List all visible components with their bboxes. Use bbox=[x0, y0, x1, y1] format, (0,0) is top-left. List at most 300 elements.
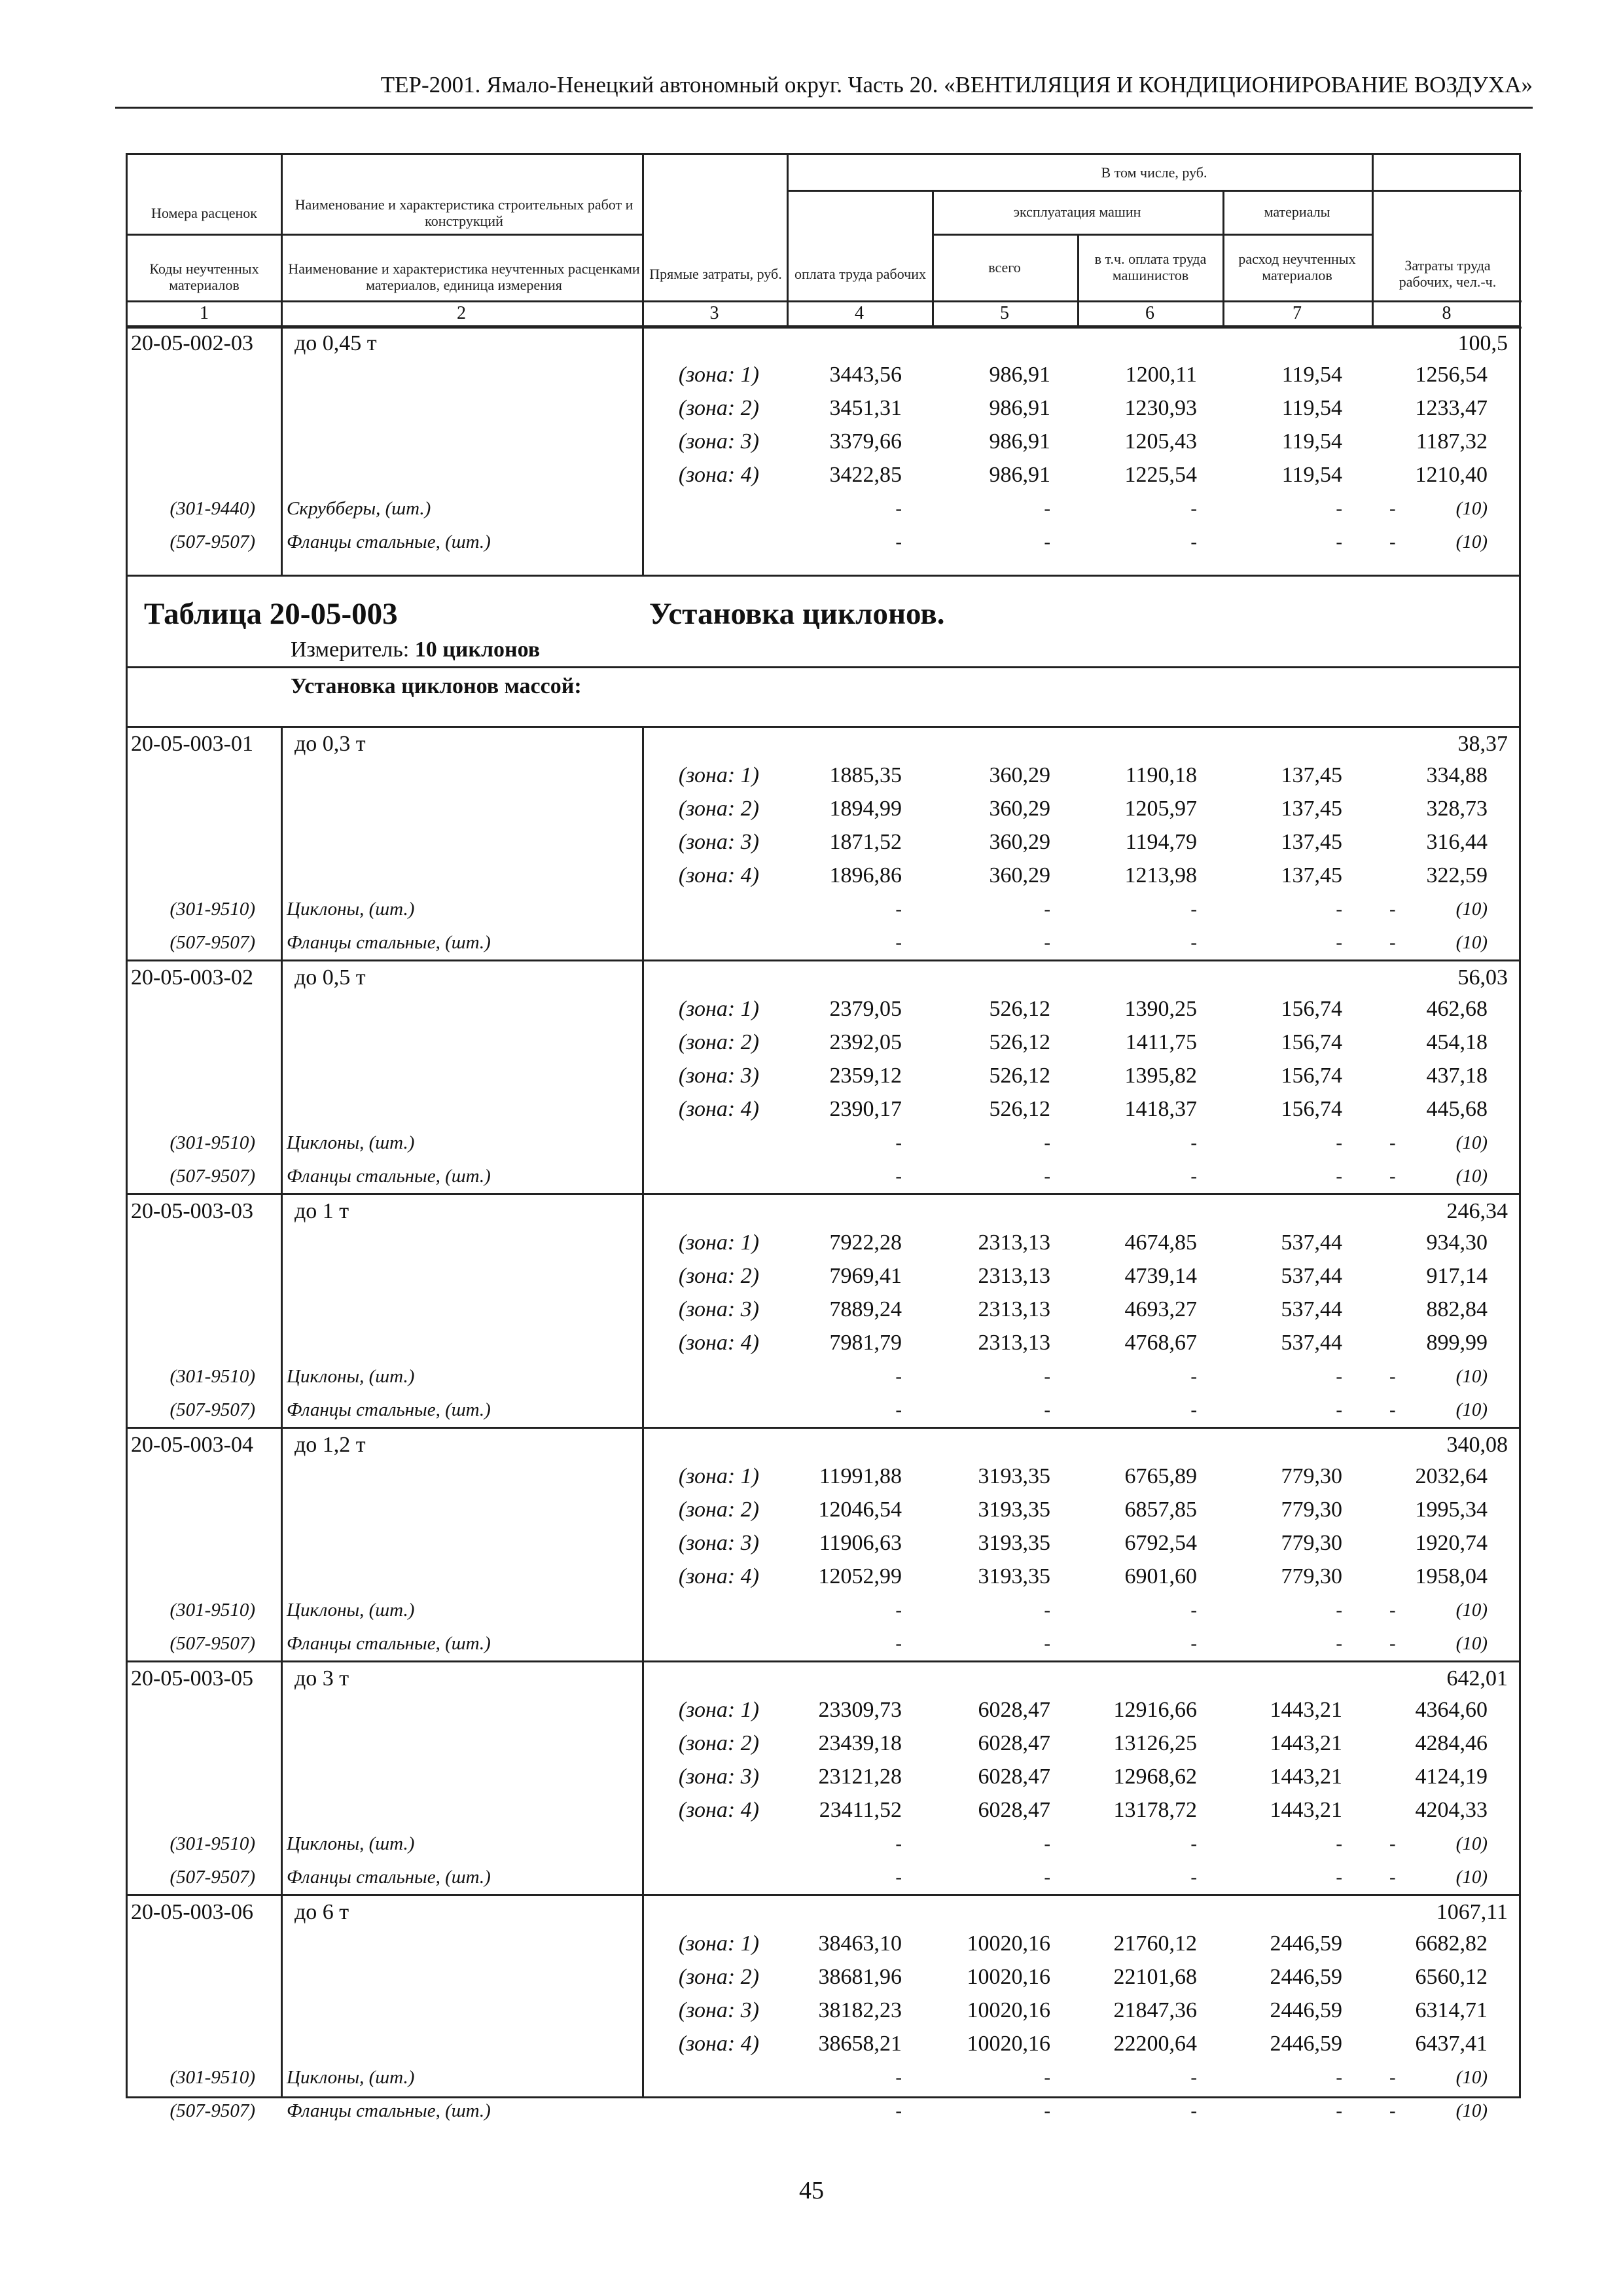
wages: 10020,16 bbox=[967, 2032, 1050, 2056]
rate-code: 20-05-003-06 bbox=[131, 1900, 253, 1924]
material-code: (507-9507) bbox=[169, 1399, 255, 1420]
material-name: Циклоны, (шт.) bbox=[287, 1366, 415, 1387]
dash: - bbox=[1190, 2100, 1197, 2121]
dash: - bbox=[1044, 2100, 1050, 2121]
material-row bbox=[126, 526, 1521, 559]
material-name: Фланцы стальные, (шт.) bbox=[287, 1399, 491, 1420]
machines-drivers: 156,74 bbox=[1281, 1030, 1342, 1054]
direct-costs: 38463,10 bbox=[818, 1931, 902, 1956]
material-qty: (10) bbox=[1455, 1600, 1488, 1621]
wages: 2313,13 bbox=[978, 1331, 1050, 1355]
material-qty: (10) bbox=[1455, 1833, 1488, 1854]
dash: - bbox=[895, 1867, 902, 1888]
machines-total: 4739,14 bbox=[1124, 1264, 1197, 1288]
material-row bbox=[126, 1861, 1521, 1894]
zone-label: (зона: 1) bbox=[678, 363, 759, 387]
machines-total: 1194,79 bbox=[1125, 830, 1197, 854]
machines-total: 1411,75 bbox=[1125, 1030, 1197, 1054]
material-qty: (10) bbox=[1455, 1633, 1488, 1654]
zone-row bbox=[126, 1260, 1521, 1293]
dash: - bbox=[1336, 1132, 1342, 1153]
zone-label: (зона: 3) bbox=[678, 1765, 759, 1789]
table-title: Установка циклонов. bbox=[649, 597, 945, 631]
machines-total: 21760,12 bbox=[1113, 1931, 1197, 1956]
machines-drivers: 119,54 bbox=[1281, 429, 1342, 454]
zone-label: (зона: 1) bbox=[678, 1230, 759, 1255]
wages: 10020,16 bbox=[967, 1931, 1050, 1956]
material-qty: (10) bbox=[1455, 1867, 1488, 1888]
dash: - bbox=[895, 531, 902, 552]
machines-drivers: 137,45 bbox=[1281, 763, 1342, 787]
dash: - bbox=[1336, 531, 1342, 552]
zone-row bbox=[126, 1727, 1521, 1761]
material-name: Фланцы стальные, (шт.) bbox=[287, 1166, 491, 1187]
dash: - bbox=[1336, 1867, 1342, 1888]
wages: 2313,13 bbox=[978, 1230, 1050, 1255]
materials-cost: 4124,19 bbox=[1415, 1765, 1488, 1789]
dash: - bbox=[1044, 498, 1050, 519]
zone-label: (зона: 3) bbox=[678, 429, 759, 454]
wages: 6028,47 bbox=[978, 1698, 1050, 1722]
labor-cost: 246,34 bbox=[1446, 1199, 1508, 1223]
dash: - bbox=[895, 2067, 902, 2088]
dash: - bbox=[1190, 932, 1197, 953]
materials-cost: 917,14 bbox=[1426, 1264, 1488, 1288]
direct-costs: 7969,41 bbox=[829, 1264, 902, 1288]
zone-row bbox=[126, 993, 1521, 1026]
machines-total: 4674,85 bbox=[1124, 1230, 1197, 1255]
material-qty: (10) bbox=[1455, 1132, 1488, 1153]
dash: - bbox=[895, 1600, 902, 1621]
rate-title-row bbox=[126, 1660, 1521, 1694]
wages: 2313,13 bbox=[978, 1264, 1050, 1288]
materials-cost: 1210,40 bbox=[1415, 463, 1488, 487]
direct-costs: 12046,54 bbox=[818, 1498, 902, 1522]
material-code: (301-9510) bbox=[169, 1833, 255, 1854]
materials-cost: 316,44 bbox=[1426, 830, 1488, 854]
materials-cost: 934,30 bbox=[1426, 1230, 1488, 1255]
material-code: (507-9507) bbox=[169, 932, 255, 953]
wages: 6028,47 bbox=[978, 1798, 1050, 1822]
machines-drivers: 156,74 bbox=[1281, 1064, 1342, 1088]
rate-code: 20-05-003-02 bbox=[131, 965, 253, 990]
wages: 10020,16 bbox=[967, 1965, 1050, 1989]
rate-title-row bbox=[126, 1427, 1521, 1460]
machines-drivers: 779,30 bbox=[1281, 1498, 1342, 1522]
dash: - bbox=[1044, 899, 1050, 920]
direct-costs: 2359,12 bbox=[829, 1064, 902, 1088]
machines-total: 22200,64 bbox=[1113, 2032, 1197, 2056]
dash: - bbox=[1336, 1399, 1342, 1420]
dash: - bbox=[1336, 2100, 1342, 2121]
dash: - bbox=[1389, 1399, 1396, 1420]
materials-cost: 1958,04 bbox=[1415, 1564, 1488, 1588]
zone-label: (зона: 4) bbox=[678, 2032, 759, 2056]
dash: - bbox=[1336, 1600, 1342, 1621]
material-row bbox=[126, 1627, 1521, 1660]
zone-row bbox=[126, 1293, 1521, 1327]
zone-row bbox=[126, 1494, 1521, 1527]
machines-total: 1200,11 bbox=[1125, 363, 1197, 387]
machines-total: 6765,89 bbox=[1124, 1464, 1197, 1488]
column-number: 3 bbox=[709, 303, 719, 323]
material-code: (507-9507) bbox=[169, 1867, 255, 1888]
direct-costs: 1871,52 bbox=[829, 830, 902, 854]
dash: - bbox=[1389, 1600, 1396, 1621]
dash: - bbox=[895, 1833, 902, 1854]
dash: - bbox=[1336, 498, 1342, 519]
zone-row bbox=[126, 459, 1521, 492]
zone-label: (зона: 4) bbox=[678, 463, 759, 487]
machines-total: 4768,67 bbox=[1124, 1331, 1197, 1355]
table-caption bbox=[126, 575, 1521, 726]
material-row bbox=[126, 492, 1521, 526]
rate-code: 20-05-002-03 bbox=[131, 331, 253, 355]
machines-total: 12968,62 bbox=[1113, 1765, 1197, 1789]
labor-cost: 1067,11 bbox=[1436, 1900, 1508, 1924]
machines-total: 1418,37 bbox=[1124, 1097, 1197, 1121]
rate-name: до 3 т bbox=[294, 1666, 349, 1691]
machines-drivers: 779,30 bbox=[1281, 1531, 1342, 1555]
zone-label: (зона: 3) bbox=[678, 1064, 759, 1088]
machines-drivers: 2446,59 bbox=[1270, 1931, 1342, 1956]
machines-total: 4693,27 bbox=[1124, 1297, 1197, 1321]
dash: - bbox=[895, 1633, 902, 1654]
direct-costs: 2392,05 bbox=[829, 1030, 902, 1054]
materials-cost: 328,73 bbox=[1426, 797, 1488, 821]
machines-drivers: 137,45 bbox=[1281, 863, 1342, 888]
zone-row bbox=[126, 1227, 1521, 1260]
header-including-group: В том числе, руб. bbox=[1101, 164, 1207, 181]
dash: - bbox=[1190, 498, 1197, 519]
material-qty: (10) bbox=[1455, 899, 1488, 920]
header-machines-drivers: в т.ч. оплата труда машинистов bbox=[1094, 251, 1207, 283]
rate-code: 20-05-003-01 bbox=[131, 732, 253, 756]
rate-name: до 0,5 т bbox=[294, 965, 366, 990]
dash: - bbox=[1190, 1166, 1197, 1187]
materials-cost: 437,18 bbox=[1426, 1064, 1488, 1088]
zone-row bbox=[126, 759, 1521, 793]
dash: - bbox=[895, 1132, 902, 1153]
dash: - bbox=[1044, 2067, 1050, 2088]
zone-row bbox=[126, 1994, 1521, 2028]
column-number: 2 bbox=[457, 303, 466, 323]
material-row bbox=[126, 1393, 1521, 1427]
machines-total: 6901,60 bbox=[1124, 1564, 1197, 1588]
zone-row bbox=[126, 2028, 1521, 2061]
materials-cost: 6682,82 bbox=[1415, 1931, 1488, 1956]
labor-cost: 340,08 bbox=[1446, 1433, 1508, 1457]
materials-cost: 1256,54 bbox=[1415, 363, 1488, 387]
wages: 986,91 bbox=[989, 429, 1050, 454]
materials-cost: 1995,34 bbox=[1415, 1498, 1488, 1522]
direct-costs: 23309,73 bbox=[818, 1698, 902, 1722]
materials-cost: 4364,60 bbox=[1415, 1698, 1488, 1722]
material-name: Циклоны, (шт.) bbox=[287, 1132, 415, 1153]
dash: - bbox=[1336, 1166, 1342, 1187]
dash: - bbox=[1044, 1833, 1050, 1854]
machines-total: 1225,54 bbox=[1124, 463, 1197, 487]
machines-drivers: 137,45 bbox=[1281, 830, 1342, 854]
dash: - bbox=[895, 899, 902, 920]
zone-row bbox=[126, 359, 1521, 392]
header-direct-costs: Прямые затраты, руб. bbox=[649, 265, 782, 282]
zone-label: (зона: 2) bbox=[678, 1264, 759, 1288]
rate-title-row bbox=[126, 325, 1521, 359]
material-name: Циклоны, (шт.) bbox=[287, 899, 415, 920]
wages: 10020,16 bbox=[967, 1998, 1050, 2022]
direct-costs: 3379,66 bbox=[829, 429, 902, 454]
zone-label: (зона: 4) bbox=[678, 1097, 759, 1121]
direct-costs: 12052,99 bbox=[818, 1564, 902, 1588]
material-name: Фланцы стальные, (шт.) bbox=[287, 1633, 491, 1654]
machines-drivers: 537,44 bbox=[1281, 1230, 1342, 1255]
zone-row bbox=[126, 1961, 1521, 1994]
dash: - bbox=[1044, 1399, 1050, 1420]
dash: - bbox=[895, 1366, 902, 1387]
header-labor: Затраты труда рабочих, чел.-ч. bbox=[1399, 257, 1497, 290]
dash: - bbox=[1190, 1633, 1197, 1654]
zone-row bbox=[126, 392, 1521, 425]
zone-row bbox=[126, 425, 1521, 459]
materials-cost: 1233,47 bbox=[1415, 396, 1488, 420]
dash: - bbox=[1190, 899, 1197, 920]
zone-label: (зона: 1) bbox=[678, 1464, 759, 1488]
dash: - bbox=[1336, 1366, 1342, 1387]
zone-row bbox=[126, 1327, 1521, 1360]
zone-row bbox=[126, 1026, 1521, 1060]
material-row bbox=[126, 1360, 1521, 1393]
zone-row bbox=[126, 1761, 1521, 1794]
dash: - bbox=[1336, 899, 1342, 920]
dash: - bbox=[1044, 1132, 1050, 1153]
material-name: Циклоны, (шт.) bbox=[287, 1600, 415, 1621]
material-row bbox=[126, 1160, 1521, 1193]
machines-total: 1205,43 bbox=[1124, 429, 1197, 454]
material-code: (301-9510) bbox=[169, 1600, 255, 1621]
material-qty: (10) bbox=[1455, 2067, 1488, 2088]
dash: - bbox=[1389, 1366, 1396, 1387]
wages: 360,29 bbox=[989, 797, 1050, 821]
materials-cost: 6437,41 bbox=[1415, 2032, 1488, 2056]
materials-cost: 454,18 bbox=[1426, 1030, 1488, 1054]
direct-costs: 23121,28 bbox=[818, 1765, 902, 1789]
dash: - bbox=[1389, 1833, 1396, 1854]
zone-row bbox=[126, 1560, 1521, 1594]
machines-total: 1390,25 bbox=[1124, 997, 1197, 1021]
dash: - bbox=[1190, 1132, 1197, 1153]
machines-drivers: 2446,59 bbox=[1270, 1998, 1342, 2022]
material-qty: (10) bbox=[1455, 2100, 1488, 2121]
measure-line: Измеритель: 10 циклонов bbox=[291, 637, 541, 662]
rate-name: до 0,3 т bbox=[294, 732, 366, 756]
header-machines-group: эксплуатация машин bbox=[1013, 204, 1141, 220]
header-name-materials: Наименование и характеристика неучтенных расценками материалов, единица измерения bbox=[288, 260, 640, 293]
rate-name: до 6 т bbox=[294, 1900, 349, 1924]
machines-drivers: 156,74 bbox=[1281, 1097, 1342, 1121]
wages: 360,29 bbox=[989, 830, 1050, 854]
dash: - bbox=[1336, 1833, 1342, 1854]
zone-row bbox=[126, 793, 1521, 826]
wages: 526,12 bbox=[989, 1097, 1050, 1121]
material-name: Фланцы стальные, (шт.) bbox=[287, 2100, 491, 2121]
direct-costs: 7981,79 bbox=[829, 1331, 902, 1355]
machines-drivers: 1443,21 bbox=[1270, 1798, 1342, 1822]
wages: 3193,35 bbox=[978, 1464, 1050, 1488]
direct-costs: 2379,05 bbox=[829, 997, 902, 1021]
materials-cost: 899,99 bbox=[1426, 1331, 1488, 1355]
dash: - bbox=[895, 1166, 902, 1187]
dash: - bbox=[1336, 1633, 1342, 1654]
machines-total: 21847,36 bbox=[1113, 1998, 1197, 2022]
dash: - bbox=[1044, 932, 1050, 953]
direct-costs: 7922,28 bbox=[829, 1230, 902, 1255]
machines-drivers: 779,30 bbox=[1281, 1564, 1342, 1588]
labor-cost: 38,37 bbox=[1457, 732, 1508, 756]
dash: - bbox=[1389, 2100, 1396, 2121]
direct-costs: 11906,63 bbox=[819, 1531, 902, 1555]
material-qty: (10) bbox=[1455, 932, 1488, 953]
dash: - bbox=[1190, 1366, 1197, 1387]
zone-label: (зона: 4) bbox=[678, 1564, 759, 1588]
dash: - bbox=[895, 498, 902, 519]
machines-total: 6857,85 bbox=[1124, 1498, 1197, 1522]
dash: - bbox=[895, 932, 902, 953]
machines-total: 1190,18 bbox=[1125, 763, 1197, 787]
dash: - bbox=[1389, 1867, 1396, 1888]
wages: 526,12 bbox=[989, 1030, 1050, 1054]
material-row bbox=[126, 926, 1521, 960]
rate-title-row bbox=[126, 726, 1521, 759]
header-materials-consumption: расход неучтенных материалов bbox=[1238, 251, 1356, 283]
column-number: 4 bbox=[855, 303, 864, 323]
page-number: 45 bbox=[799, 2177, 824, 2204]
dash: - bbox=[1336, 932, 1342, 953]
material-row bbox=[126, 2094, 1521, 2128]
table-number: Таблица 20-05-003 bbox=[144, 597, 398, 631]
zone-label: (зона: 1) bbox=[678, 763, 759, 787]
rate-name: до 1 т bbox=[294, 1199, 349, 1223]
dash: - bbox=[1190, 1399, 1197, 1420]
column-number: 6 bbox=[1145, 303, 1154, 323]
dash: - bbox=[1044, 1366, 1050, 1387]
direct-costs: 11991,88 bbox=[819, 1464, 902, 1488]
machines-total: 1205,97 bbox=[1124, 797, 1197, 821]
dash: - bbox=[1389, 1166, 1396, 1187]
rate-name: до 0,45 т bbox=[294, 331, 377, 355]
dash: - bbox=[1044, 1166, 1050, 1187]
material-name: Скрубберы, (шт.) bbox=[287, 498, 431, 519]
materials-cost: 1187,32 bbox=[1416, 429, 1488, 454]
material-row bbox=[126, 1827, 1521, 1861]
direct-costs: 38182,23 bbox=[818, 1998, 902, 2022]
material-qty: (10) bbox=[1455, 531, 1488, 552]
materials-cost: 4284,46 bbox=[1415, 1731, 1488, 1755]
material-code: (507-9507) bbox=[169, 1633, 255, 1654]
zone-row bbox=[126, 1928, 1521, 1961]
machines-drivers: 119,54 bbox=[1281, 363, 1342, 387]
zone-label: (зона: 4) bbox=[678, 1331, 759, 1355]
zone-label: (зона: 2) bbox=[678, 1731, 759, 1755]
direct-costs: 2390,17 bbox=[829, 1097, 902, 1121]
machines-drivers: 1443,21 bbox=[1270, 1765, 1342, 1789]
machines-total: 1395,82 bbox=[1124, 1064, 1197, 1088]
machines-drivers: 119,54 bbox=[1281, 463, 1342, 487]
dash: - bbox=[1044, 1867, 1050, 1888]
material-qty: (10) bbox=[1455, 1366, 1488, 1387]
machines-total: 22101,68 bbox=[1113, 1965, 1197, 1989]
materials-cost: 882,84 bbox=[1426, 1297, 1488, 1321]
material-row bbox=[126, 1594, 1521, 1627]
zone-row bbox=[126, 1060, 1521, 1093]
dash: - bbox=[895, 2100, 902, 2121]
materials-cost: 445,68 bbox=[1426, 1097, 1488, 1121]
zone-label: (зона: 3) bbox=[678, 1297, 759, 1321]
header-name-works: Наименование и характеристика строительных работ и конструкций bbox=[294, 196, 633, 229]
wages: 2313,13 bbox=[978, 1297, 1050, 1321]
material-row bbox=[126, 893, 1521, 926]
zone-label: (зона: 3) bbox=[678, 1531, 759, 1555]
dash: - bbox=[1044, 1600, 1050, 1621]
zone-label: (зона: 4) bbox=[678, 1798, 759, 1822]
header-machines-total: всего bbox=[988, 259, 1021, 276]
zone-label: (зона: 3) bbox=[678, 1998, 759, 2022]
direct-costs: 7889,24 bbox=[829, 1297, 902, 1321]
direct-costs: 3443,56 bbox=[829, 363, 902, 387]
dash: - bbox=[1389, 498, 1396, 519]
machines-drivers: 2446,59 bbox=[1270, 1965, 1342, 1989]
material-name: Фланцы стальные, (шт.) bbox=[287, 932, 491, 953]
column-number: 5 bbox=[1000, 303, 1009, 323]
labor-cost: 642,01 bbox=[1446, 1666, 1508, 1691]
wages: 986,91 bbox=[989, 463, 1050, 487]
dash: - bbox=[1389, 1132, 1396, 1153]
dash: - bbox=[895, 1399, 902, 1420]
zone-row bbox=[126, 1527, 1521, 1560]
rate-code: 20-05-003-04 bbox=[131, 1433, 253, 1457]
materials-cost: 6560,12 bbox=[1415, 1965, 1488, 1989]
zone-label: (зона: 2) bbox=[678, 396, 759, 420]
zone-label: (зона: 1) bbox=[678, 1931, 759, 1956]
zone-row bbox=[126, 1694, 1521, 1727]
dash: - bbox=[1190, 1867, 1197, 1888]
machines-drivers: 1443,21 bbox=[1270, 1731, 1342, 1755]
material-code: (507-9507) bbox=[169, 2100, 255, 2121]
direct-costs: 38681,96 bbox=[818, 1965, 902, 1989]
direct-costs: 23411,52 bbox=[819, 1798, 902, 1822]
wages: 6028,47 bbox=[978, 1731, 1050, 1755]
machines-total: 6792,54 bbox=[1124, 1531, 1197, 1555]
machines-drivers: 779,30 bbox=[1281, 1464, 1342, 1488]
rate-code: 20-05-003-03 bbox=[131, 1199, 253, 1223]
material-qty: (10) bbox=[1455, 1166, 1488, 1187]
zone-label: (зона: 2) bbox=[678, 797, 759, 821]
material-name: Циклоны, (шт.) bbox=[287, 1833, 415, 1854]
dash: - bbox=[1044, 531, 1050, 552]
rate-title-row bbox=[126, 1894, 1521, 1928]
zone-label: (зона: 2) bbox=[678, 1030, 759, 1054]
wages: 526,12 bbox=[989, 1064, 1050, 1088]
zone-row bbox=[126, 1460, 1521, 1494]
dash: - bbox=[1389, 2067, 1396, 2088]
direct-costs: 38658,21 bbox=[818, 2032, 902, 2056]
machines-total: 12916,66 bbox=[1113, 1698, 1197, 1722]
column-number: 7 bbox=[1293, 303, 1302, 323]
machines-drivers: 537,44 bbox=[1281, 1264, 1342, 1288]
dash: - bbox=[1190, 531, 1197, 552]
machines-drivers: 156,74 bbox=[1281, 997, 1342, 1021]
header-codes-materials: Коды неучтенных материалов bbox=[149, 260, 259, 293]
